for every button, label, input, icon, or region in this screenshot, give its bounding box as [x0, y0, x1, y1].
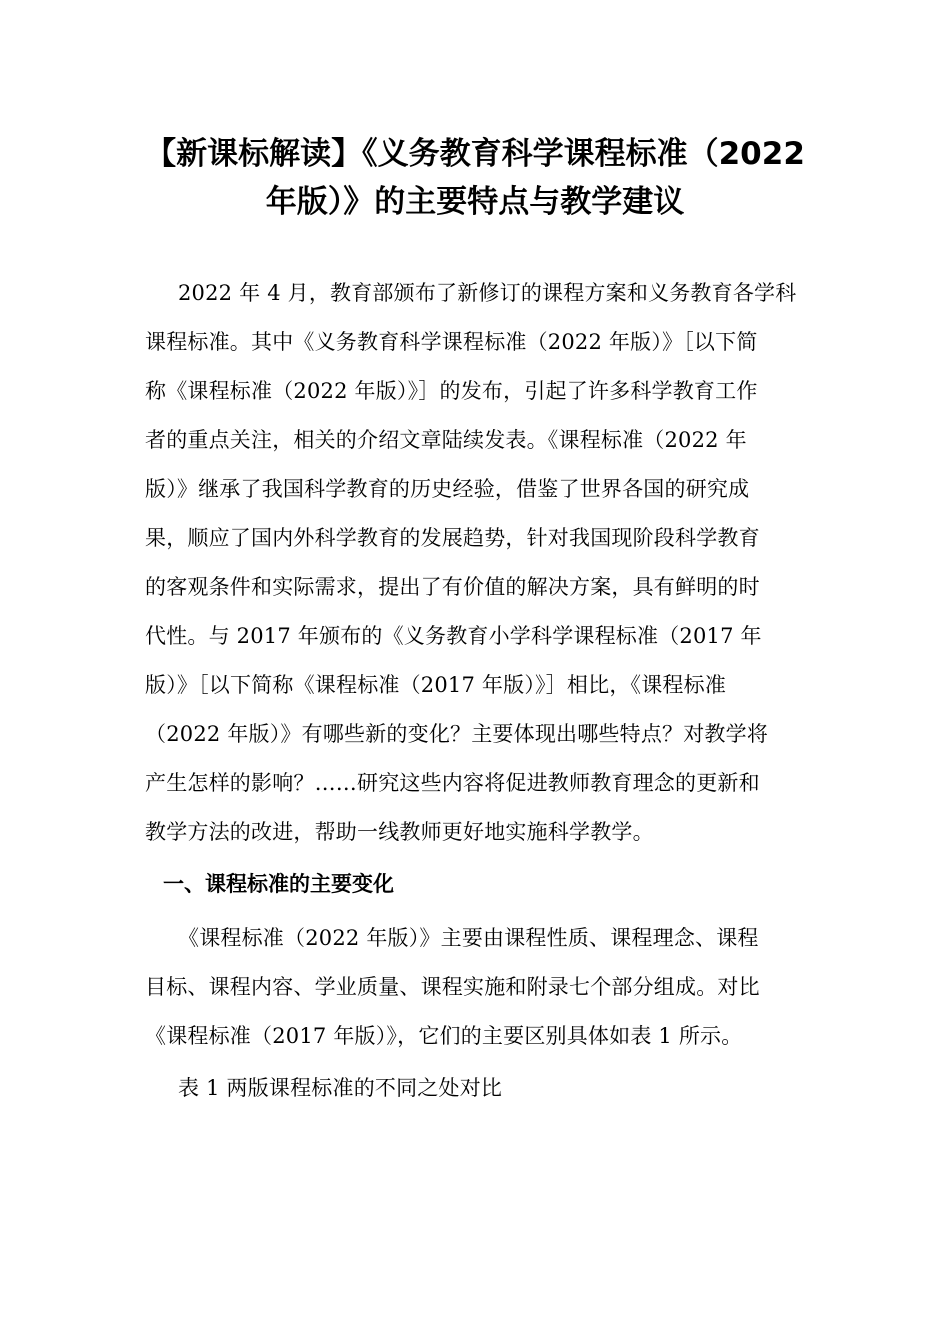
paragraph-1-line: 产生怎样的影响？……研究这些内容将促进教师教育理念的更新和 — [145, 771, 760, 795]
paragraph-1-line: 的客观条件和实际需求，提出了有价值的解决方案，具有鲜明的时 — [145, 575, 760, 599]
paragraph-1-line: （2022 年版）》有哪些新的变化？主要体现出哪些特点？对教学将 — [145, 722, 769, 746]
paragraph-2-line: 目标、课程内容、学业质量、课程实施和附录七个部分组成。对比 — [145, 975, 760, 999]
paragraph-1-line: 课程标准。其中《义务教育科学课程标准（2022 年版）》［以下简 — [145, 330, 758, 354]
paragraph-1-line: 版）》［以下简称《课程标准（2017 年版）》］相比，《课程标准 — [145, 673, 727, 697]
document-title-line-1: 【新课标解读】《义务教育科学课程标准（2022 — [145, 136, 805, 172]
paragraph-1-line: 教学方法的改进，帮助一线教师更好地实施科学教学。 — [145, 820, 654, 844]
paragraph-1-line: 称《课程标准（2022 年版）》］的发布，引起了许多科学教育工作 — [145, 379, 758, 403]
table-caption: 表 1 两版课程标准的不同之处对比 — [178, 1076, 503, 1100]
paragraph-1-line: 果，顺应了国内外科学教育的发展趋势，针对我国现阶段科学教育 — [145, 526, 760, 550]
paragraph-1-line: 代性。与 2017 年颁布的《义务教育小学科学课程标准（2017 年 — [145, 624, 762, 648]
paragraph-2-line: 《课程标准（2022 年版）》主要由课程性质、课程理念、课程 — [178, 926, 759, 950]
paragraph-2-line: 《课程标准（2017 年版）》，它们的主要区别具体如表 1 所示。 — [145, 1024, 743, 1048]
section-heading: 一、课程标准的主要变化 — [163, 872, 394, 896]
paragraph-1-line: 2022 年 4 月，教育部颁布了新修订的课程方案和义务教育各学科 — [178, 281, 797, 305]
document-title-line-2: 年版）》的主要特点与教学建议 — [265, 184, 685, 220]
paragraph-1-line: 版）》继承了我国科学教育的历史经验，借鉴了世界各国的研究成 — [145, 477, 750, 501]
paragraph-1-line: 者的重点关注，相关的介绍文章陆续发表。《课程标准（2022 年 — [145, 428, 747, 452]
